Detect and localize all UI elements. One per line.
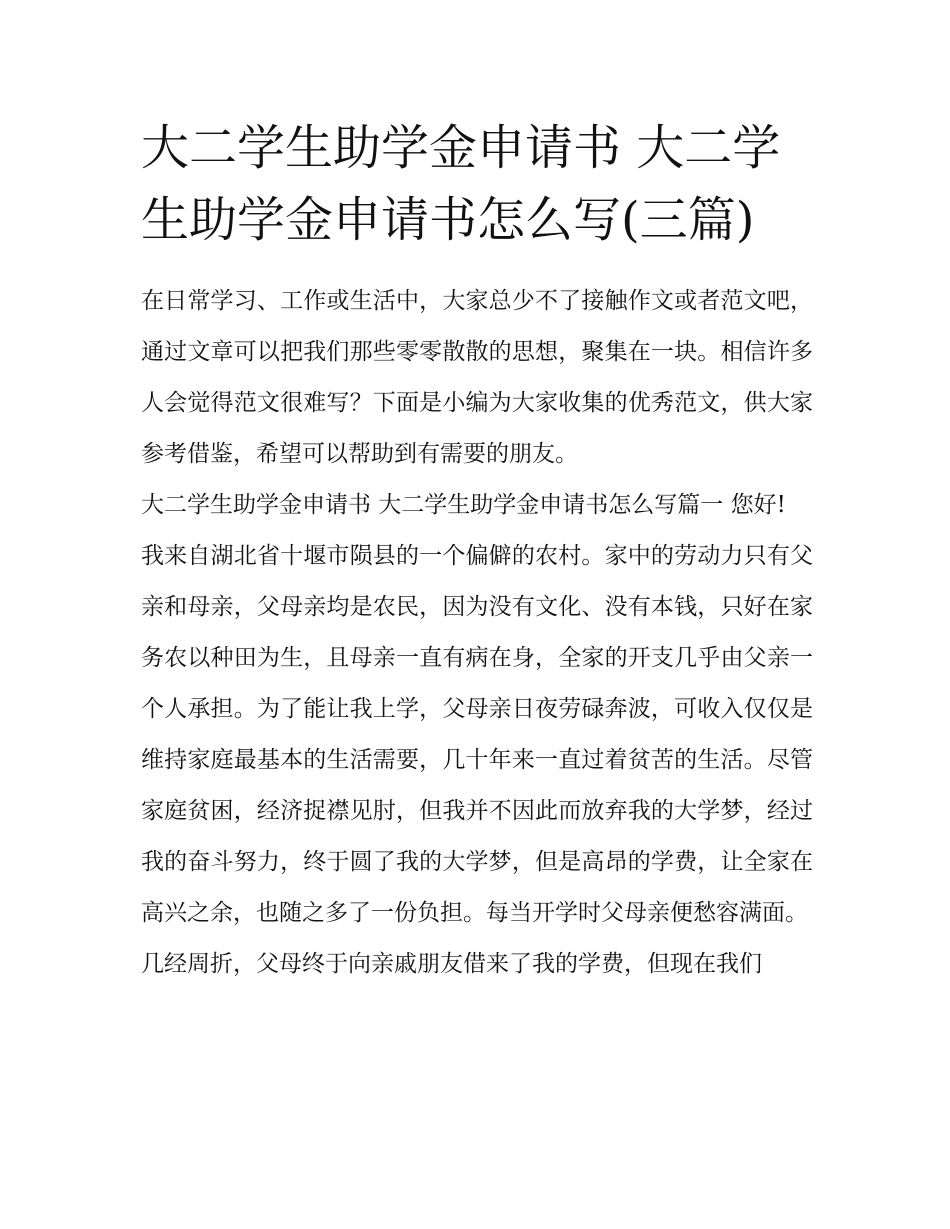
paragraph-family-background: 我来自湖北省十堰市陨县的一个偏僻的农村。家中的劳动力只有父亲和母亲，父母亲均是农民，因为没有文化、没有本钱，只好在家务农以种田为生，且母亲一直有病在身，全家的开支几乎由父亲一个人承担。为了能让我上学，父母亲日夜劳碌奔波，可收入仅仅是维持家庭最基本的生活需要，几十年来一直过着贫苦的生活。尽管家庭贫困，经济捉襟见肘，但我并不因此而放弃我的大学梦，经过我的奋斗努力，终于圆了我的大学梦，但是高昂的学费，让全家在高兴之余，也随之多了一份负担。每当开学时父母亲便愁容满面。 — [141, 543, 813, 926]
document-title: 大二学生助学金申请书 大二学生助学金申请书怎么写(三篇) — [141, 120, 781, 248]
document-body — [141, 112, 813, 990]
paragraph-heading-greeting: 大二学生助学金申请书 大二学生助学金申请书怎么写篇一 您好! — [141, 492, 786, 518]
paragraph-intro: 在日常学习、工作或生活中，大家总少不了接触作文或者范文吧，通过文章可以把我们那些零零散散的思想，聚集在一块。相信许多人会觉得范文很难写？下面是小编为大家收集的优秀范文，供大家参考借鉴，希望可以帮助到有需要的朋友。 — [141, 288, 813, 467]
paragraph-continuation: 几经周折，父母终于向亲戚朋友借来了我的学费，但现在我们 — [141, 951, 762, 977]
